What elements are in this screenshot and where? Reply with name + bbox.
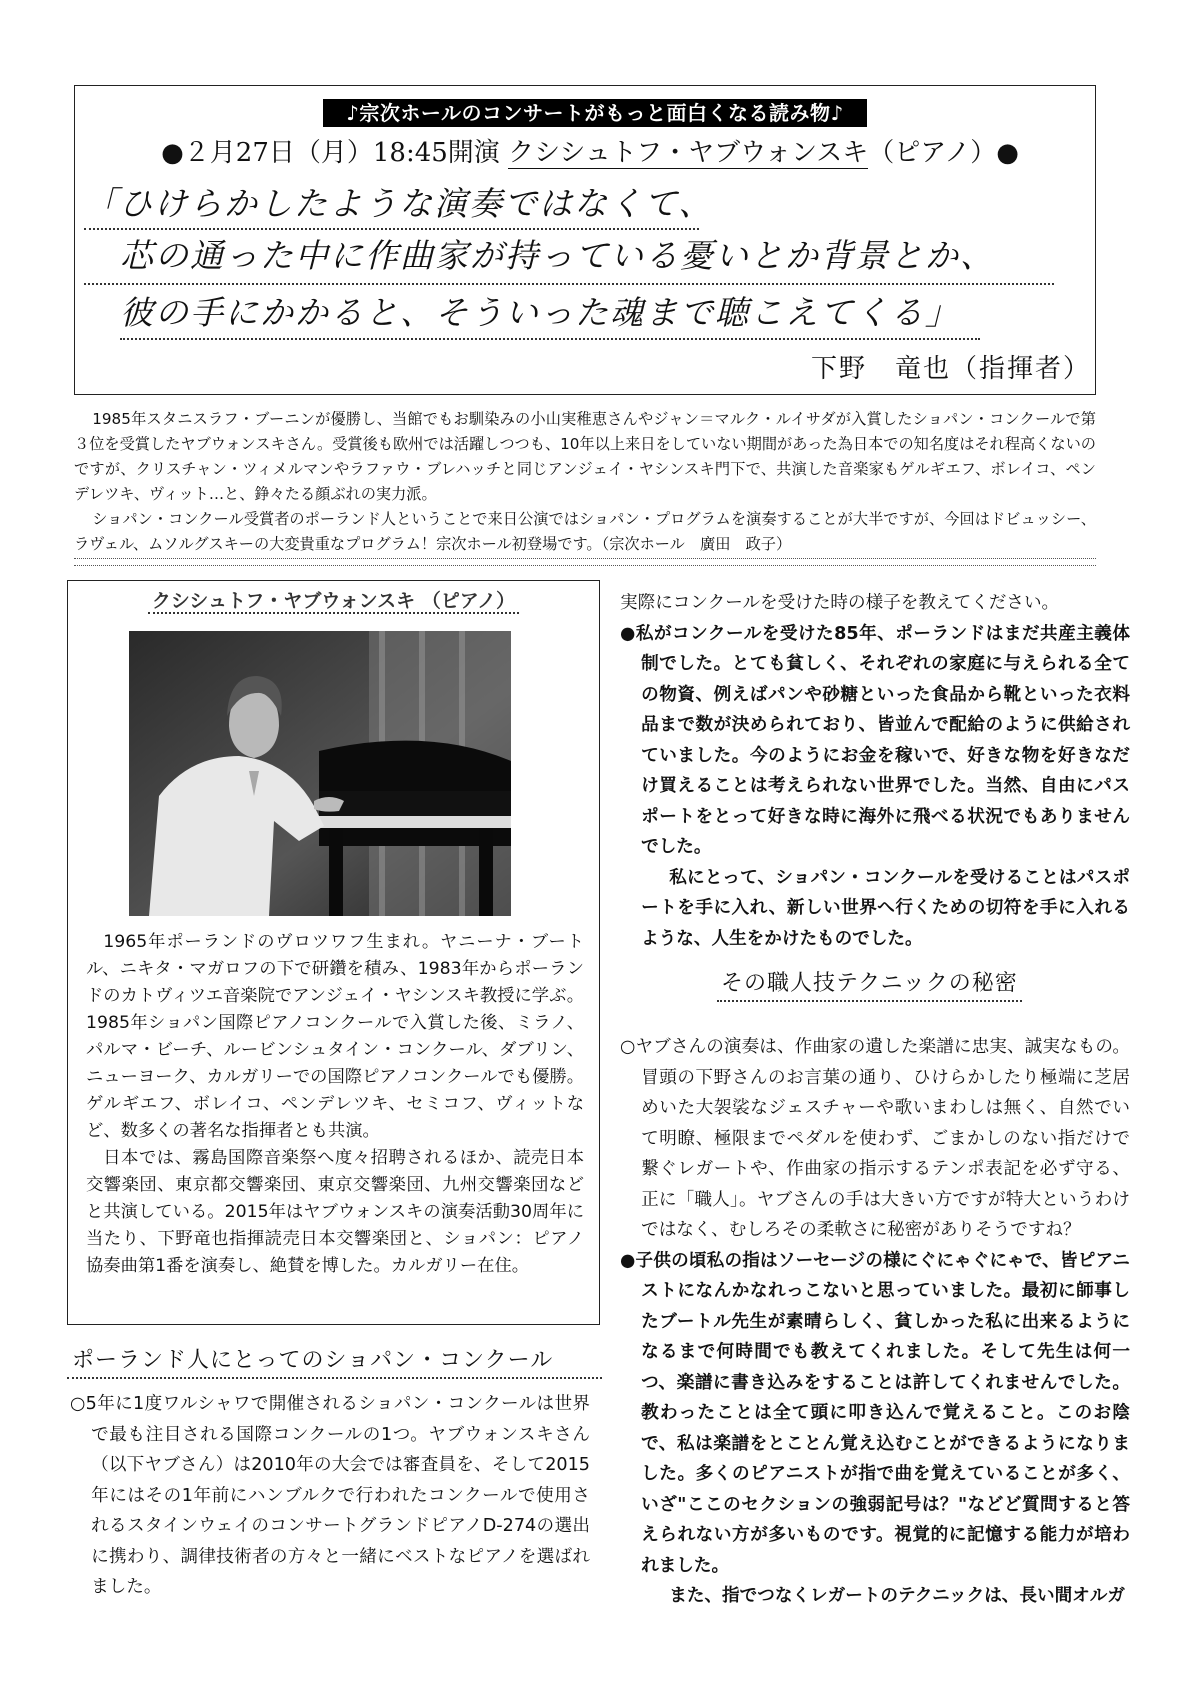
quote-line-3: 彼の手にかかると、そういった魂まで聴こえてくる」	[120, 293, 960, 332]
quote-underline-2	[84, 283, 1054, 285]
interview-question: ○5年に1度ワルシャワで開催されるショパン・コンクールは世界で最も注目される国際コンクールの1つ。ヤブウォンスキさん（以下ヤブさん）は2010年の大会では審査員を、そして2015年にはその1年前にハンブルクで行われたコンクールで使用されるスタインウェイのコンサートグランドピアノD-274の選出に携わり、調律技術者の方々と一緒にベストなピアノを選ばれました。	[70, 1394, 590, 1597]
section-body-technique	[620, 1032, 1130, 1612]
quote-line-1: 「ひけらかしたような演奏ではなくて、	[84, 184, 714, 223]
event-instrument: （ピアノ）●	[868, 138, 1019, 168]
quote-underline-1	[84, 228, 699, 230]
quote-underline-3	[120, 338, 980, 340]
intro-paragraph: 1985年スタニスラフ・ブーニンが優勝し、当館でもお馴染みの小山実稚恵さんやジャン＝マルク・ルイサダが入賞したショパン・コンクールで第３位を受賞したヤブウォンスキさん。受賞後も欧州では活躍しつつも、10年以上来日をしていない期間があった為日本での知名度はそれ程高くないのですが、クリスチャン・ツィメルマンやラファウ・ブレハッチと同じアンジェイ・ヤシンスキ門下で、共演した音楽家もゲルギエフ、ボレイコ、ペンデレツキ、ヴィット…と、錚々たる顔ぶれの実力派。	[74, 410, 1096, 503]
profile-title: クシシュトフ・ヤブウォンスキ （ピアノ）	[82, 587, 585, 615]
section-heading-technique: その職人技テクニックの秘密	[717, 968, 1022, 1002]
interview-answer: また、指でつなくレガートのテクニックは、長い間オルガ	[669, 1586, 1125, 1606]
interview-answer: 私にとって、ショパン・コンクールを受けることはパスポートを手に入れ、新しい世界へ行くための切符を手に入れるような、人生をかけたものでした。	[641, 867, 1130, 949]
interview-question: 実際にコンクールを受けた時の様子を教えてください。	[620, 593, 1060, 613]
interview-answers-top	[620, 588, 1130, 954]
profile-box	[67, 580, 600, 1325]
profile-paragraph: 日本では、霧島国際音楽祭へ度々招聘されるほか、読売日本交響楽団、東京都交響楽団、東京交響楽団、九州交響楽団などと共演している。2015年はヤブウォンスキの演奏活動30周年に当たり、下野竜也指揮読売日本交響楽団と、ショパン：ピアノ協奏曲第1番を演奏し、絶賛を博した。カルガリー在住。	[86, 1148, 584, 1276]
artist-photo	[129, 631, 511, 916]
separator	[74, 558, 1096, 566]
intro-paragraph: ショパン・コンクール受賞者のポーランド人ということで来日公演ではショパン・プログラムを演奏することが大半ですが、今回はドビュッシー、ラヴェル、ムソルグスキーの大変貴重なプログラム！宗次ホール初登場です。（宗次ホール 廣田 政子）	[74, 510, 1096, 553]
profile-paragraph: 1965年ポーランドのヴロツワフ生まれ。ヤニーナ・ブートル、ニキタ・マガロフの下で研鑽を積み、1983年からポーランドのカトヴィツエ音楽院でアンジェイ・ヤシンスキ教授に学ぶ。1985年ショパン国際ピアノコンクールで入賞した後、ミラノ、パルマ・ビーチ、ルービンシュタイン・コンクール、ダブリン、ニューヨーク、カルガリーでの国際ピアノコンクールでも優勝。ゲルギエフ、ボレイコ、ペンデレツキ、セミコフ、ヴィットなど、数多くの著名な指揮者とも共演。	[86, 932, 584, 1141]
profile-text	[86, 929, 584, 1280]
event-line	[90, 135, 1090, 171]
intro-text	[74, 407, 1096, 557]
event-date: ●２月27日（月）18:45開演	[161, 138, 509, 168]
interview-answer: ●私がコンクールを受けた85年、ポーランドはまだ共産主義体制でした。とても貧しく、それぞれの家庭に与えられる全ての物資、例えばパンや砂糖といった食品から靴といった衣料品まで数が決められており、皆並んで配給のように供給されていました。今のようにお金を稼いで、好きな物を好きなだけ買えることは考えられない世界でした。当然、自由にパスポートをとって好きな時に海外に飛べる状況でもありませんでした。	[620, 623, 1130, 857]
interview-question: ○ヤブさんの演奏は、作曲家の遺した楽譜に忠実、誠実なもの。冒頭の下野さんのお言葉の通り、ひけらかしたり極端に芝居めいた大袈裟なジェスチャーや歌いまわしは無く、自然でいて明瞭、極限までペダルを使わず、ごまかしのない指だけで繋ぐレガートや、作曲家の指示するテンポ表記を必ず守る、正に「職人」。ヤブさんの手は大きい方ですが特大というわけではなく、むしろその柔軟さに秘密がありそうですね？	[620, 1037, 1130, 1240]
section-heading-chopin-competition: ポーランド人にとってのショパン・コンクール	[67, 1345, 602, 1379]
series-banner: ♪宗次ホールのコンサートがもっと面白くなる読み物♪	[323, 99, 867, 127]
event-artist: クシシュトフ・ヤブウォンスキ	[508, 138, 869, 168]
section-body-chopin-competition	[70, 1389, 590, 1603]
quote-author: 下野 竜也（指揮者）	[810, 354, 1091, 384]
interview-answer: ●子供の頃私の指はソーセージの様にぐにゃぐにゃで、皆ピアニストになんかなれっこないと思っていました。最初に師事したブートル先生が素晴らしく、貧しかった私に出来るようになるまで何時間でも教えてくれました。そして先生は何一つ、楽譜に書き込みをすることは許してくれませんでした。教わったことは全て頭に叩き込んで覚えること。このお陰で、私は楽譜をとことん覚え込むことができるようになりました。多くのピアニストが指で曲を覚えていることが多く、いざ"ここのセクションの強弱記号は？"などど質問すると答えられない方が多いものです。視覚的に記憶する能力が培われました。	[620, 1250, 1130, 1576]
quote-line-2: 芯の通った中に作曲家が持っている憂いとか背景とか、	[120, 236, 995, 275]
